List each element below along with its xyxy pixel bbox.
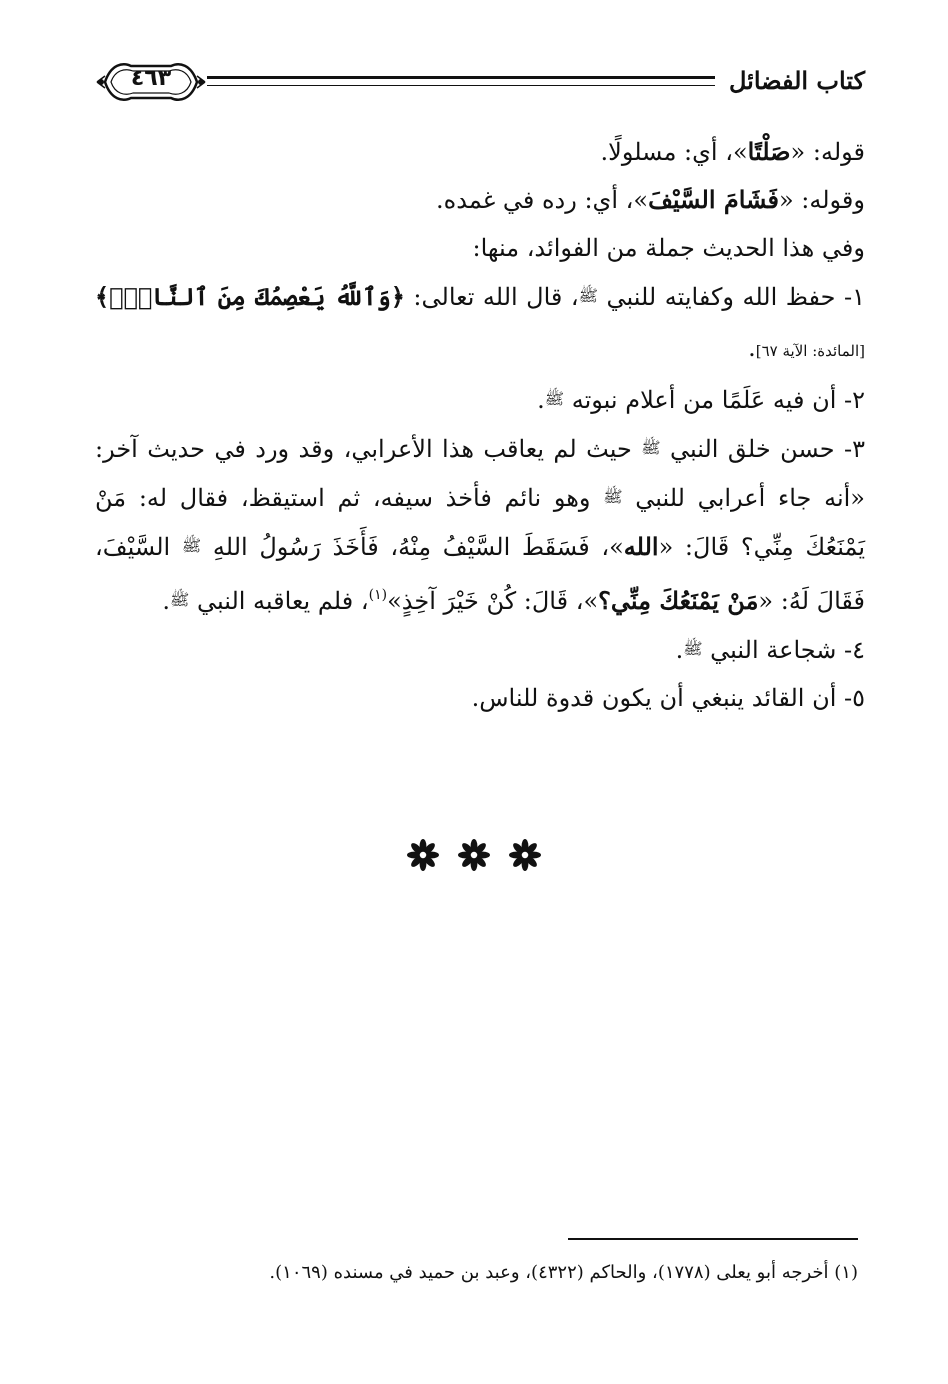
quoted-word: الله — [623, 532, 659, 561]
page-number: ٤٦٣ — [130, 66, 172, 91]
text: . — [162, 587, 170, 615]
text: »، أي: مسلولًا. — [600, 138, 748, 166]
benefit-1 — [95, 272, 865, 375]
section-ornament — [0, 838, 948, 876]
running-title: كتاب الفضائل — [728, 66, 865, 95]
benefit-3 — [95, 424, 865, 625]
text: حيث لم يعاقب هذا الأعرابي، وقد ورد في حديث آخر: «أنه جاء أعرابي للنبي — [95, 435, 865, 512]
text: ، فلم يعاقبه النبي — [189, 587, 369, 615]
footnote: (١) أخرجه أبو يعلى (١٧٧٨)، والحاكم (٤٣٢٢)، وعبد بن حميد في مسنده (١٠٦٩). — [269, 1262, 858, 1283]
text: قوله: « — [790, 138, 865, 166]
salutation-symbol: ﷺ — [641, 438, 661, 457]
text: وهو نائم فأخذ سيفه، ثم استيقظ، فقال له: مَنْ يَمْنَعُكَ مِنِّي؟ قَالَ: « — [95, 484, 865, 561]
text: »، قَالَ: كُنْ خَيْرَ آخِذٍ» — [387, 587, 599, 615]
text: ، قال الله تعالى: — [404, 283, 579, 311]
text: . — [748, 334, 756, 362]
text: »، أي: رده في غمده. — [436, 186, 649, 214]
page-header — [95, 58, 865, 118]
text: »، فَسَقَطَ السَّيْفُ مِنْهُ، فَأَخَذَ رَسُولُ اللهِ — [201, 533, 624, 561]
footnote-marker[interactable]: (١) — [368, 587, 388, 603]
quoted-word: مَنْ يَمْنَعُكَ مِنِّي؟ — [598, 586, 759, 615]
flower-icon — [508, 838, 542, 876]
text: . — [675, 636, 684, 664]
salutation-symbol: ﷺ — [170, 590, 190, 609]
benefit-2 — [95, 375, 865, 424]
quran-verse: ﴿وَٱللَّهُ يَعْصِمُكَ مِنَ ٱلنَّاسِۗ﴾ — [95, 282, 405, 311]
salutation-symbol: ﷺ — [603, 487, 623, 506]
text: وقوله: « — [778, 186, 865, 214]
salutation-symbol: ﷺ — [181, 536, 202, 555]
text: . — [537, 386, 545, 414]
flower-icon — [457, 838, 491, 876]
salutation-symbol: ﷺ — [578, 286, 598, 305]
benefit-4 — [95, 625, 865, 674]
header-divider — [207, 76, 715, 86]
flower-icon — [406, 838, 440, 876]
salutation-symbol: ﷺ — [544, 389, 565, 408]
quoted-word: صَلْتًا — [747, 137, 791, 166]
paragraph-1 — [95, 128, 865, 176]
text: ١- حفظ الله وكفايته للنبي — [597, 283, 866, 311]
main-text — [95, 128, 865, 722]
footnote-divider — [568, 1238, 858, 1240]
verse-reference: [المائدة: الآية ٦٧] — [755, 342, 865, 360]
paragraph-3: وفي هذا الحديث جملة من الفوائد، منها: — [472, 234, 865, 262]
salutation-symbol: ﷺ — [683, 639, 703, 658]
quoted-word: فَشَامَ السَّيْفَ — [648, 185, 779, 214]
text: ٤- شجاعة النبي — [702, 636, 865, 664]
paragraph-2 — [95, 176, 865, 224]
text: ٣- حسن خلق النبي — [660, 435, 866, 463]
benefit-5: ٥- أن القائد ينبغي أن يكون قدوة للناس. — [471, 684, 865, 712]
text: ٢- أن فيه عَلَمًا من أعلام نبوته — [564, 386, 865, 414]
text: السَّيْفَ، فَقَالَ لَهُ: « — [95, 533, 865, 615]
